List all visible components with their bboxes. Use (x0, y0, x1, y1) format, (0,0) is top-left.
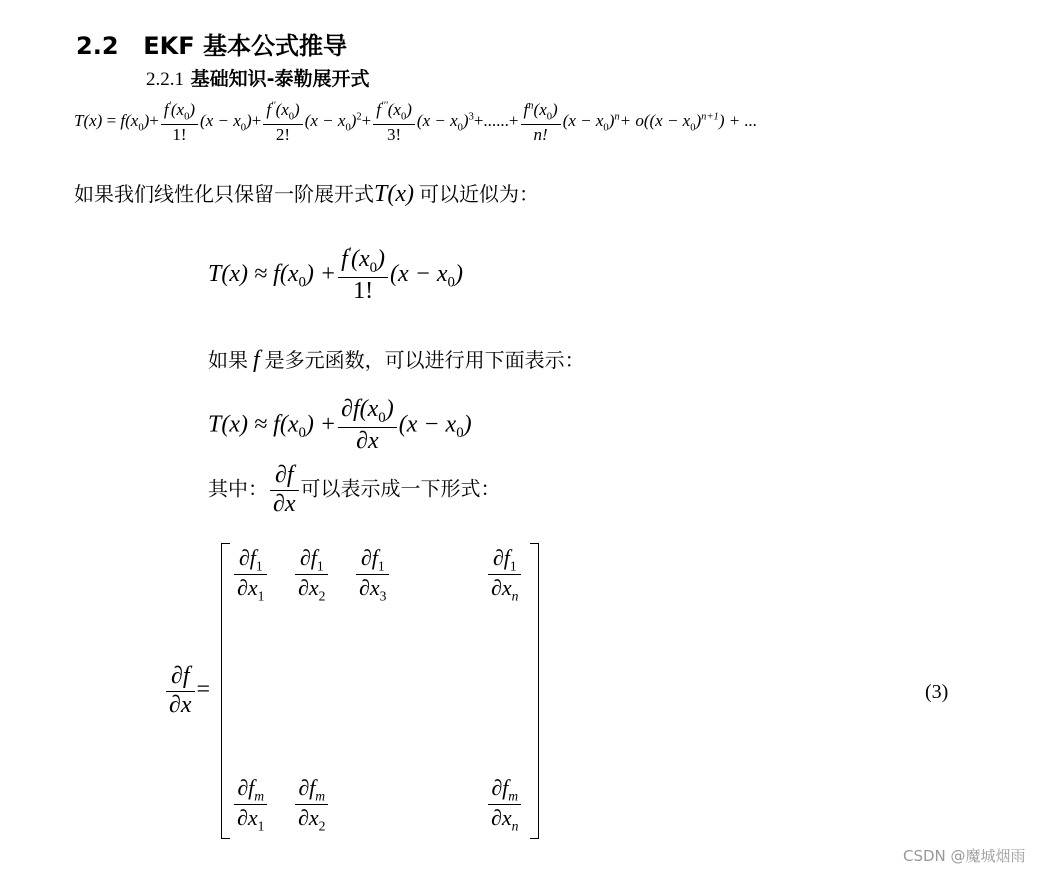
section-number: 2.2 (76, 32, 119, 60)
jacobian-entry: $\frac{\partial f_1}{\partial x_2}$ (293, 545, 330, 604)
subsection-heading (146, 64, 370, 91)
taylor-term-1: $\frac{f'(x_0)}{1!}$ (161, 100, 198, 144)
first-order-approximation: $T(x) \approx f(x_0)$ + $\frac{f'(x_0)}{1!}$ $(x - x_0)$ (208, 245, 463, 304)
matrix-left-bracket (221, 543, 230, 839)
taylor-series-formula: $T(x) = f(x_0)+$ $\frac{f'(x_0)}{1!}$ $(x - x_0)+$ $\frac{f''(x_0)}{2!}$ $(x - x_0)^2+$ $\frac{f'''(x_0)}{3!}$ $(x - x_0)^3+......+$ $\frac{f^n(x_0)}{n!}$ $(x - x_0)^n+ o((x - x_0)^{n+1})$ + ... (74, 100, 758, 144)
section-heading (76, 26, 347, 61)
jacobian-entry: $\frac{\partial f_1}{\partial x_1}$ (232, 545, 269, 604)
jacobian-entry: $\frac{\partial f_m}{\partial x_2}$ (293, 775, 330, 834)
taylor-term-n: $\frac{f^n(x_0)}{n!}$ (521, 100, 561, 144)
jacobian-entry: $\frac{\partial f_1}{\partial x_3}$ (354, 545, 391, 604)
equation-number: (3) (925, 681, 949, 703)
section-title: EKF 基本公式推导 (143, 32, 347, 60)
multivariate-paragraph: 如果 f 是多元函数，可以进行用下面表示： (208, 347, 585, 373)
jacobian-lhs: $\frac{\partial f}{\partial x}$ = (164, 663, 210, 719)
subsection-title: 基础知识-泰勒展开式 (190, 68, 370, 90)
jacobian-intro: 其中： $\frac{\partial f}{\partial x}$ 可以表示成一下形式： (208, 462, 501, 517)
linearization-paragraph: 如果我们线性化只保留一阶展开式T(x) 可以近似为： (74, 181, 539, 207)
multivariate-approximation: $T(x) \approx f(x_0)$ + $\frac{\partial f(x_0)}{\partial x}$ $(x - x_0)$ (208, 396, 472, 454)
jacobian-entry: $\frac{\partial f_m}{\partial x_1}$ (232, 775, 269, 834)
jacobian-entry: $\frac{\partial f_1}{\partial x_n}$ (486, 545, 523, 604)
taylor-term-3: $\frac{f'''(x_0)}{3!}$ (373, 100, 415, 144)
watermark: CSDN @魔城烟雨 (903, 847, 1026, 865)
matrix-right-bracket (530, 543, 539, 839)
subsection-number: 2.2.1 (146, 69, 184, 90)
jacobian-entry: $\frac{\partial f_m}{\partial x_n}$ (486, 775, 523, 834)
taylor-term-2: $\frac{f''(x_0)}{2!}$ (263, 100, 302, 144)
